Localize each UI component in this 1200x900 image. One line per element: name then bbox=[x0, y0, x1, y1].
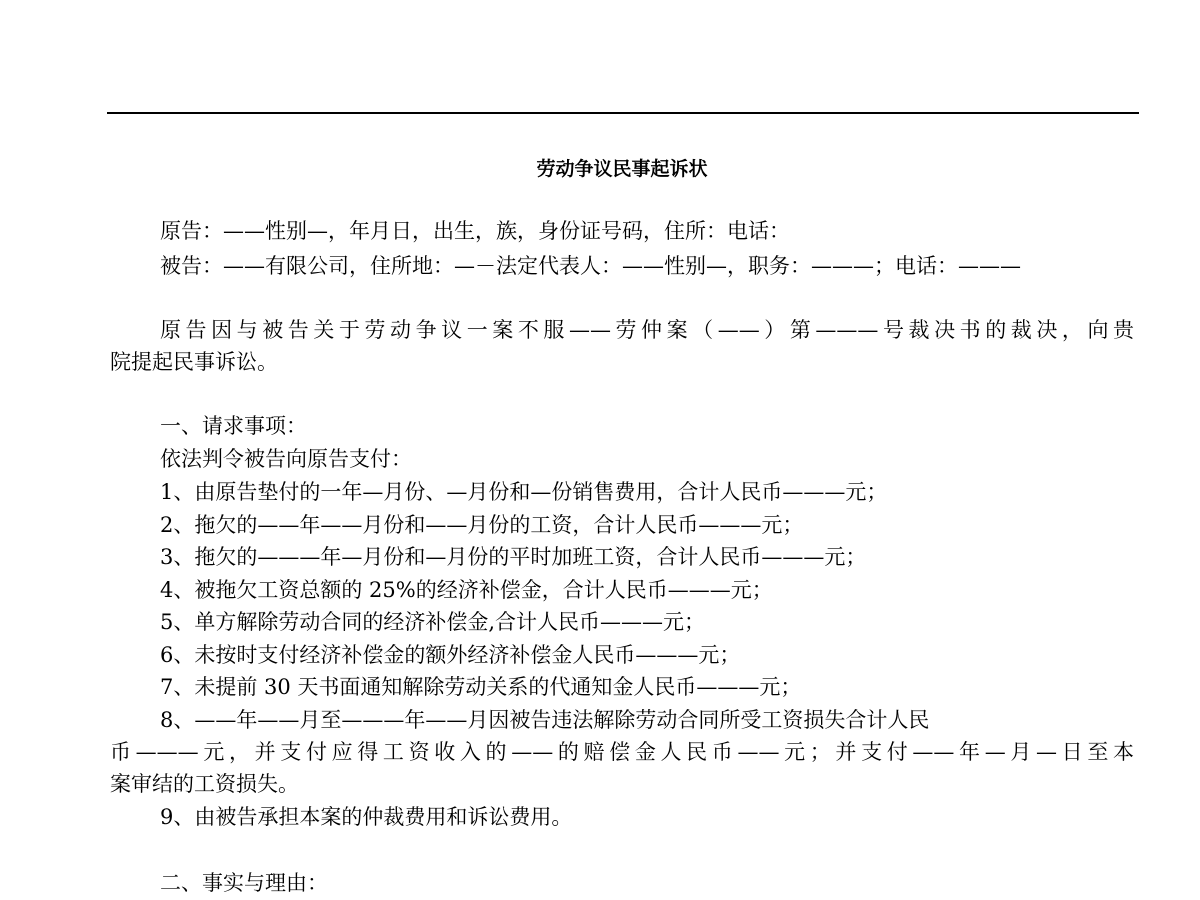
section-1-heading: 一、请求事项： bbox=[160, 414, 307, 438]
section-1-lead: 依法判令被告向原告支付： bbox=[160, 447, 412, 471]
claim-item-8-line-2: 币———元，并支付应得工资收入的——的赔偿金人民币——元；并支付——年—月—日至本 bbox=[110, 740, 1134, 764]
section-2-heading: 二、事实与理由： bbox=[160, 871, 328, 895]
claim-item-3: 3、拖欠的———年—月份和—月份的平时加班工资，合计人民币———元； bbox=[160, 545, 867, 569]
claim-item-4: 4、被拖欠工资总额的 25%的经济补偿金，合计人民币———元； bbox=[160, 578, 773, 602]
claim-item-6: 6、未按时支付经济补偿金的额外经济补偿金人民币———元； bbox=[160, 643, 741, 667]
claim-item-7: 7、未提前 30 天书面通知解除劳动关系的代通知金人民币———元； bbox=[160, 675, 802, 699]
intro-line-1: 原告因与被告关于劳动争议一案不服——劳仲案（——）第———号裁决书的裁决，向贵 bbox=[160, 318, 1134, 342]
claim-item-5: 5、单方解除劳动合同的经济补偿金,合计人民币———元； bbox=[160, 610, 706, 634]
claim-item-8-line-1: 8、——年——月至———年——月因被告违法解除劳动合同所受工资损失合计人民 bbox=[160, 708, 930, 732]
intro-line-2: 院提起民事诉讼。 bbox=[110, 350, 278, 374]
header-rule bbox=[107, 112, 1139, 114]
claim-item-1: 1、由原告垫付的一年—月份、—月份和—份销售费用，合计人民币———元； bbox=[160, 480, 888, 504]
plaintiff-line: 原告：——性别—，年月日，出生，族，身份证号码，住所：电话： bbox=[160, 219, 790, 243]
document-title: 劳动争议民事起诉状 bbox=[536, 158, 708, 180]
claim-item-8-line-3: 案审结的工资损失。 bbox=[110, 772, 299, 796]
defendant-line: 被告：——有限公司，住所地：—－法定代表人：——性别—，职务：———；电话：——— bbox=[160, 254, 1021, 278]
claim-item-2: 2、拖欠的——年——月份和——月份的工资，合计人民币———元； bbox=[160, 513, 804, 537]
claim-item-9: 9、由被告承担本案的仲裁费用和诉讼费用。 bbox=[160, 805, 573, 829]
